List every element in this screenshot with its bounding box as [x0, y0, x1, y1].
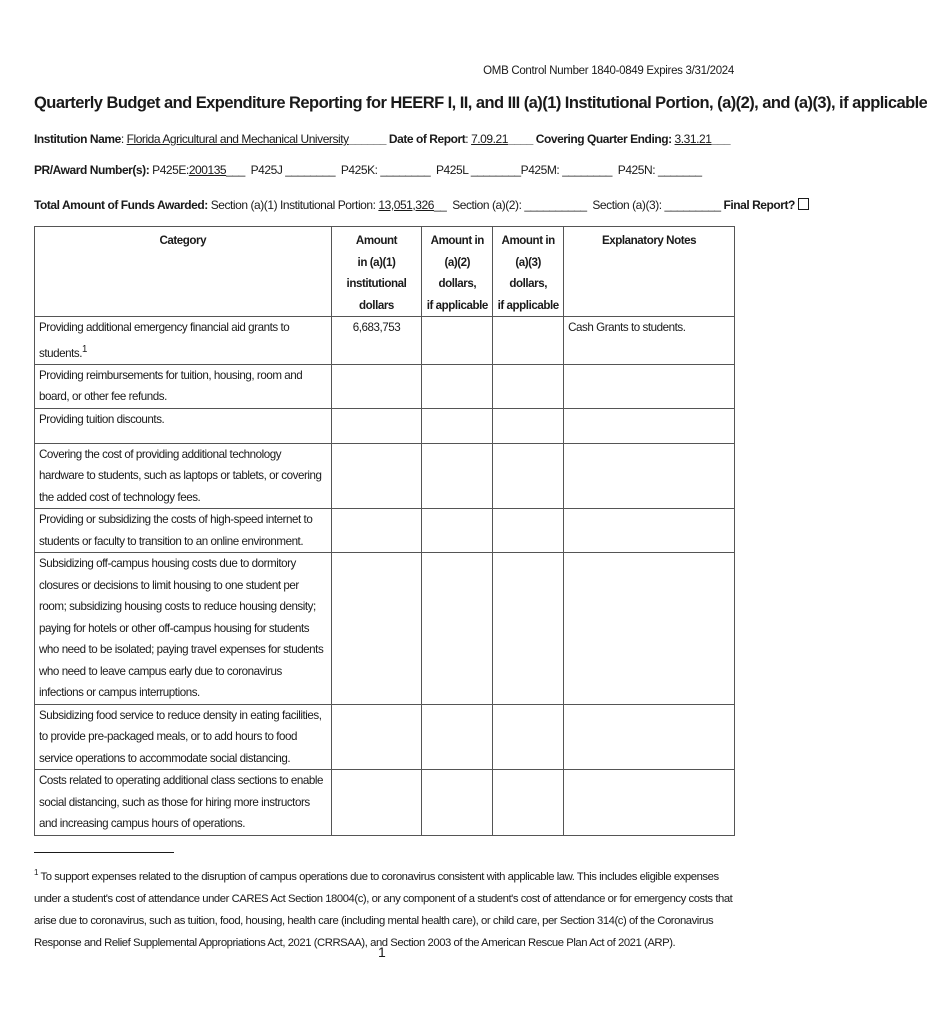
row-category: Covering the cost of providing additional technology hardware to students, such as laptops or tablets, or covering the added cost of technology fees.	[35, 443, 332, 509]
row-category	[35, 317, 332, 365]
row-amount-a2[interactable]	[422, 408, 493, 443]
row-amount-a3[interactable]	[493, 704, 564, 770]
institution-name-value: Florida Agricultural and Mechanical University	[126, 132, 349, 146]
p425k-field: P425K: ________	[340, 163, 431, 177]
header-amount-a3-line3: if applicable	[497, 298, 559, 312]
row-notes[interactable]	[564, 704, 735, 770]
table-row	[35, 770, 735, 836]
p425j-field: P425J ________	[250, 163, 336, 177]
header-amount-a3-line1: Amount in	[501, 234, 555, 247]
row-amount-a3[interactable]	[493, 553, 564, 705]
footnote	[34, 862, 739, 954]
row-amount-a1[interactable]	[331, 553, 422, 705]
row-amount-a1[interactable]	[331, 408, 422, 443]
covering-quarter-trail: ___	[711, 132, 731, 146]
table-header-row	[35, 227, 735, 317]
covering-quarter-label: Covering Quarter Ending:	[535, 132, 672, 146]
row-amount-a2[interactable]	[422, 364, 493, 408]
p425e-trail: ___	[226, 163, 245, 177]
row-amount-a2[interactable]	[422, 704, 493, 770]
p425l-field: P425L ________	[435, 163, 521, 177]
table-row	[35, 408, 735, 443]
row-notes[interactable]	[564, 408, 735, 443]
institution-line: Institution Name: Florida Agricultural and Mechanical University______ Date of Report: 7.09.21____ Covering Quarter Ending: 3.31.21___	[34, 132, 731, 146]
row-amount-a2[interactable]	[422, 553, 493, 705]
p425e-label: P425E:	[152, 163, 189, 177]
header-amount-a1-line1: Amount	[355, 234, 398, 247]
row-amount-a2[interactable]	[422, 770, 493, 836]
p425n-field: P425N: _______	[617, 163, 702, 177]
covering-quarter-value: 3.31.21	[674, 132, 712, 146]
date-of-report-trail: ____	[507, 132, 533, 146]
header-amount-a1-line3: institutional dollars	[346, 277, 407, 312]
row-amount-a1[interactable]	[331, 443, 422, 509]
table-row	[35, 443, 735, 509]
section-a1-trail: __	[433, 198, 447, 212]
award-numbers-line	[34, 163, 702, 177]
header-amount-a2-line3: if applicable	[426, 298, 488, 312]
header-amount-a1-line2: in (a)(1)	[357, 255, 396, 269]
table-row	[35, 509, 735, 553]
row-amount-a3[interactable]	[493, 317, 564, 365]
row-category-text: Providing additional emergency financial aid grants to students.	[39, 321, 290, 360]
row-amount-a1[interactable]	[331, 704, 422, 770]
row-category: Subsidizing food service to reduce density in eating facilities, to provide pre-packaged meals, or to add hours to food service operations to accommodate social distancing.	[35, 704, 332, 770]
institution-name-label: Institution Name	[34, 132, 121, 146]
footnote-number: 1	[34, 868, 38, 877]
row-amount-a3[interactable]	[493, 364, 564, 408]
total-funds-label: Total Amount of Funds Awarded:	[34, 198, 208, 212]
row-amount-a3[interactable]	[493, 509, 564, 553]
header-explanatory-notes: Explanatory Notes	[564, 227, 735, 317]
row-amount-a1[interactable]: 6,683,753	[331, 317, 422, 365]
page-title: Quarterly Budget and Expenditure Reporting for HEERF I, II, and III (a)(1) Institutional Portion, (a)(2), and (a)(3), if applicable	[34, 94, 927, 112]
page-number: 1	[378, 944, 386, 960]
row-notes[interactable]	[564, 553, 735, 705]
header-category: Category	[35, 227, 332, 317]
award-numbers-label: PR/Award Number(s):	[34, 163, 150, 177]
row-amount-a1[interactable]	[331, 509, 422, 553]
row-notes[interactable]	[564, 509, 735, 553]
date-of-report-label: Date of Report	[388, 132, 466, 146]
row-amount-a2[interactable]	[422, 317, 493, 365]
row-amount-a3[interactable]	[493, 770, 564, 836]
row-category: Providing reimbursements for tuition, housing, room and board, or other fee refunds.	[35, 364, 332, 408]
row-amount-a2[interactable]	[422, 443, 493, 509]
section-a1-value: 13,051,326	[378, 198, 434, 212]
total-funds-line	[34, 198, 809, 212]
header-amount-a3	[493, 227, 564, 317]
row-notes[interactable]	[564, 770, 735, 836]
table-row	[35, 553, 735, 705]
table-row	[35, 364, 735, 408]
row-category: Subsidizing off-campus housing costs due to dormitory closures or decisions to limit housing to one student per room; subsidizing housing costs to reduce housing density; paying for hotels or other off-campus housing for students who need to be isolated; paying travel expenses for students who need to leave campus early due to coronavirus infections or campus interruptions.	[35, 553, 332, 705]
row-notes[interactable]: Cash Grants to students.	[564, 317, 735, 365]
final-report-label: Final Report?	[723, 198, 795, 212]
row-category: Costs related to operating additional class sections to enable social distancing, such as those for hiring more instructors and increasing campus hours of operations.	[35, 770, 332, 836]
section-a1-label: Section (a)(1) Institutional Portion:	[210, 198, 376, 212]
final-report-checkbox[interactable]	[798, 198, 809, 210]
footnote-text: To support expenses related to the disruption of campus operations due to coronavirus consistent with applicable law. This includes eligible expenses under a student's cost of attendance under CARES Act Section 18004(c), or any component of a student's cost of attendance or for emergency costs that arise due to coronavirus, such as tuition, food, housing, health care (including mental health care), or child care, per Section 314(c) of the Coronavirus Response and Relief Supplemental Appropriations Act, 2021 (CRRSAA), and Section 2003 of the American Rescue Plan Act of 2021 (ARP).	[34, 870, 733, 949]
section-a2-field: Section (a)(2): __________	[452, 198, 587, 212]
budget-table	[34, 226, 735, 836]
row-amount-a1[interactable]	[331, 364, 422, 408]
p425m-field: P425M: ________	[520, 163, 612, 177]
header-amount-a2-line1: Amount in	[430, 234, 484, 247]
row-notes[interactable]	[564, 443, 735, 509]
footnote-divider	[34, 852, 174, 853]
row-amount-a3[interactable]	[493, 408, 564, 443]
table-row	[35, 317, 735, 365]
date-of-report-value: 7.09.21	[471, 132, 508, 146]
footnote-marker: 1	[82, 343, 87, 355]
row-amount-a1[interactable]	[331, 770, 422, 836]
row-amount-a3[interactable]	[493, 443, 564, 509]
header-amount-a2-line2: (a)(2) dollars,	[438, 255, 477, 290]
row-category: Providing or subsidizing the costs of high-speed internet to students or faculty to transition to an online environment.	[35, 509, 332, 553]
row-notes[interactable]	[564, 364, 735, 408]
p425e-value: 200135	[188, 163, 227, 177]
header-amount-a1	[331, 227, 422, 317]
section-a3-field: Section (a)(3): _________	[592, 198, 721, 212]
table-row	[35, 704, 735, 770]
institution-name-trail: ______	[348, 132, 387, 146]
row-category: Providing tuition discounts.	[35, 408, 332, 443]
row-amount-a2[interactable]	[422, 509, 493, 553]
header-amount-a2	[422, 227, 493, 317]
header-amount-a3-line2: (a)(3) dollars,	[509, 255, 547, 290]
omb-control-number: OMB Control Number 1840-0849 Expires 3/31/2024	[483, 65, 734, 77]
